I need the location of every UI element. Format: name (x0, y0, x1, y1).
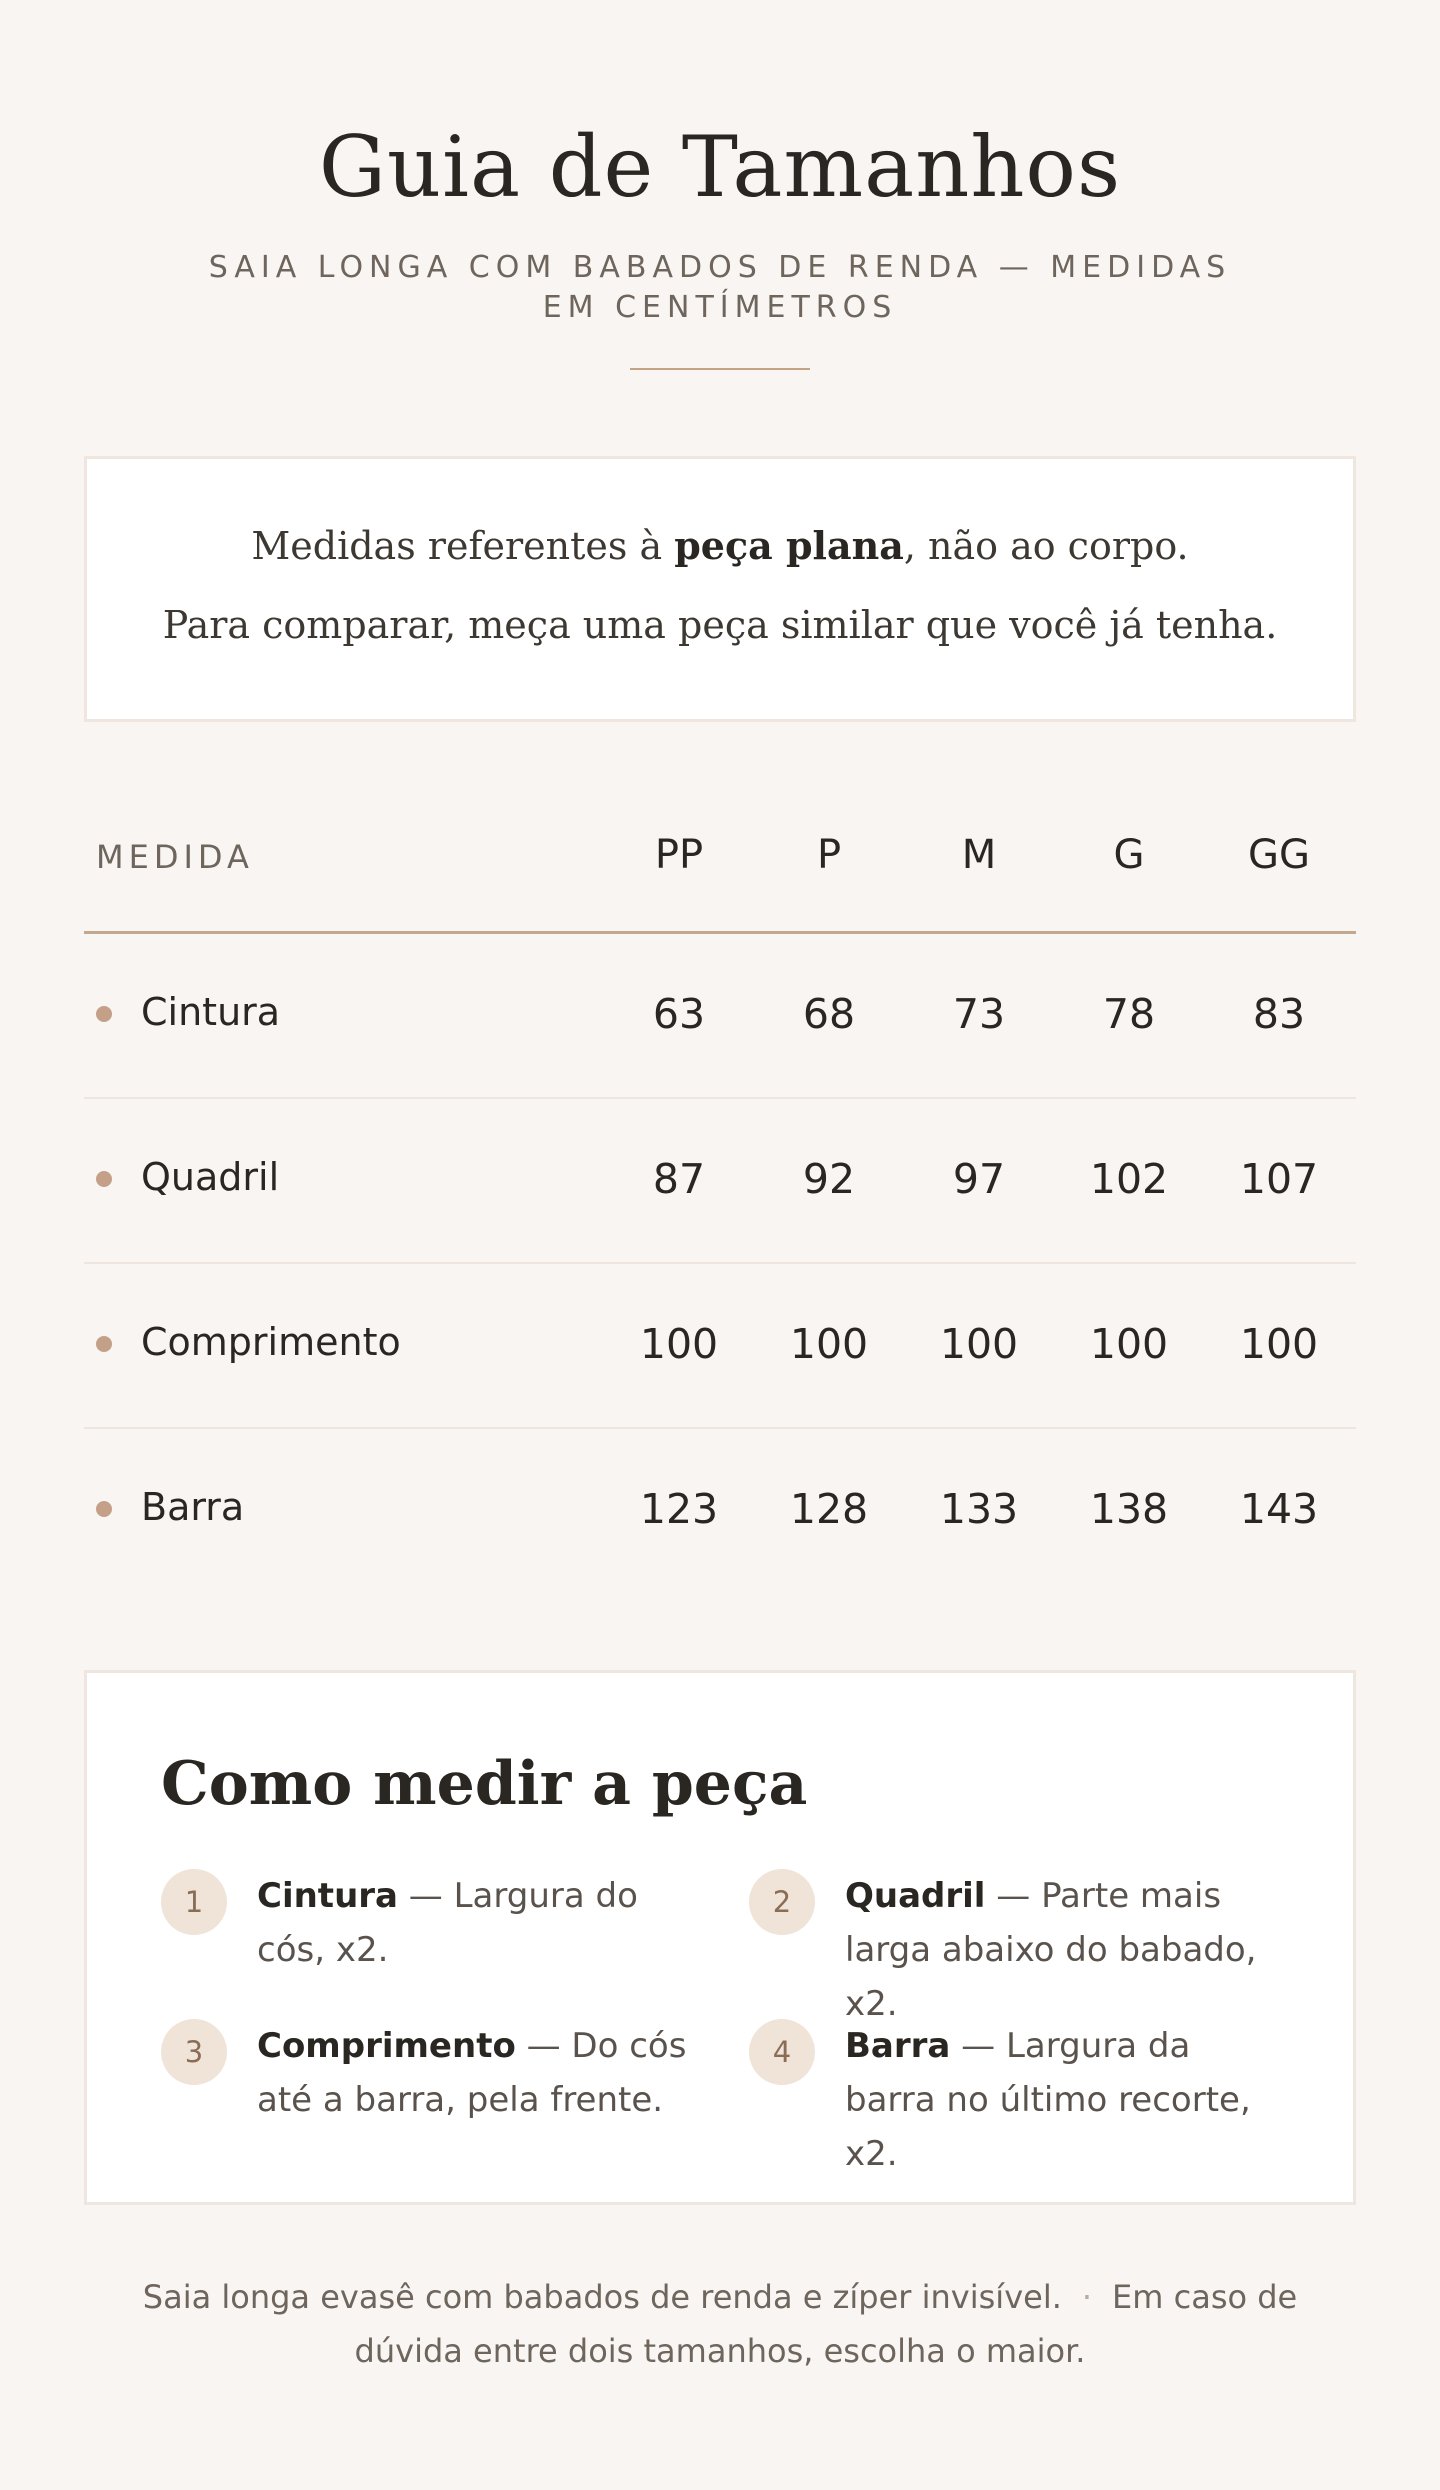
table-cell: 63 (652, 990, 706, 1038)
step-term: Comprimento (257, 2026, 516, 2066)
table-cell: 107 (1239, 1155, 1319, 1203)
table-cell: 100 (789, 1320, 869, 1368)
step-text (845, 1869, 1275, 2031)
table-cell: 92 (802, 1155, 856, 1203)
table-cell: 73 (952, 990, 1006, 1038)
row-label: Barra (141, 1485, 245, 1529)
measure-column-header: MEDIDA (96, 838, 254, 876)
footer-separator: · (1081, 2278, 1093, 2316)
step-description: — Largura do cós, x2. (257, 1876, 638, 1970)
step-number-badge: 1 (161, 1869, 227, 1935)
table-cell: 97 (952, 1155, 1006, 1203)
table-header (84, 780, 1356, 934)
table-cell: 128 (789, 1485, 869, 1533)
flat-measurement-note (84, 456, 1356, 722)
table-row (84, 1099, 1356, 1264)
title-divider (630, 368, 810, 370)
table-row (84, 1264, 1356, 1429)
size-header-g: G (1113, 832, 1145, 878)
table-cell: 100 (639, 1320, 719, 1368)
step-text (845, 2019, 1275, 2181)
step-description: — Largura da barra no último recorte, x2. (845, 2026, 1251, 2174)
step-term: Cintura (257, 1876, 398, 1916)
note-line-1-emphasis: peça plana (674, 523, 904, 568)
table-cell: 83 (1252, 990, 1306, 1038)
step-number-badge: 2 (749, 1869, 815, 1935)
table-cell: 78 (1102, 990, 1156, 1038)
size-table (84, 780, 1356, 1594)
size-header-gg: GG (1248, 832, 1310, 878)
table-cell: 68 (802, 990, 856, 1038)
step-description: — Do cós até a barra, pela frente. (257, 2026, 687, 2120)
table-cell: 138 (1089, 1485, 1169, 1533)
note-line-1 (87, 523, 1353, 568)
how-to-measure-card (84, 1670, 1356, 2205)
page-title: Guia de Tamanhos (318, 118, 1122, 216)
table-cell: 123 (639, 1485, 719, 1533)
note-line-1-start: Medidas referentes à (251, 524, 675, 568)
step-term: Barra (845, 2026, 951, 2066)
footer-note (84, 2270, 1356, 2378)
table-cell: 100 (1089, 1320, 1169, 1368)
table-row (84, 934, 1356, 1099)
table-cell: 87 (652, 1155, 706, 1203)
size-header-pp: PP (654, 832, 704, 878)
bullet-dot (96, 1336, 112, 1352)
table-cell: 102 (1089, 1155, 1169, 1203)
table-row (84, 1429, 1356, 1594)
page-subtitle: SAIA LONGA COM BABADOS DE RENDA — MEDIDAS EM CENTÍMETROS (208, 250, 1232, 325)
footer-size-advice: Em caso de dúvida entre dois tamanhos, escolha o maior. (354, 2278, 1298, 2370)
table-cell: 100 (939, 1320, 1019, 1368)
table-cell: 100 (1239, 1320, 1319, 1368)
size-header-p: P (816, 832, 842, 878)
step-number-badge: 3 (161, 2019, 227, 2085)
table-cell: 143 (1239, 1485, 1319, 1533)
step-text (257, 2019, 687, 2127)
step-number-badge: 4 (749, 2019, 815, 2085)
table-cell: 133 (939, 1485, 1019, 1533)
size-header-m: M (961, 832, 997, 878)
step-term: Quadril (845, 1876, 986, 1916)
bullet-dot (96, 1006, 112, 1022)
bullet-dot (96, 1501, 112, 1517)
row-label: Comprimento (141, 1320, 401, 1364)
footer-product-description: Saia longa evasê com babados de renda e zíper invisível. (142, 2278, 1062, 2316)
note-line-1-end: , não ao corpo. (903, 524, 1189, 568)
how-to-measure-title: Como medir a peça (161, 1749, 808, 1819)
step-description: — Parte mais larga abaixo do babado, x2. (845, 1876, 1257, 2024)
row-label: Cintura (141, 990, 281, 1034)
step-text (257, 1869, 687, 1977)
note-line-2: Para comparar, meça uma peça similar que você já tenha. (162, 603, 1278, 647)
row-label: Quadril (141, 1155, 280, 1199)
bullet-dot (96, 1171, 112, 1187)
